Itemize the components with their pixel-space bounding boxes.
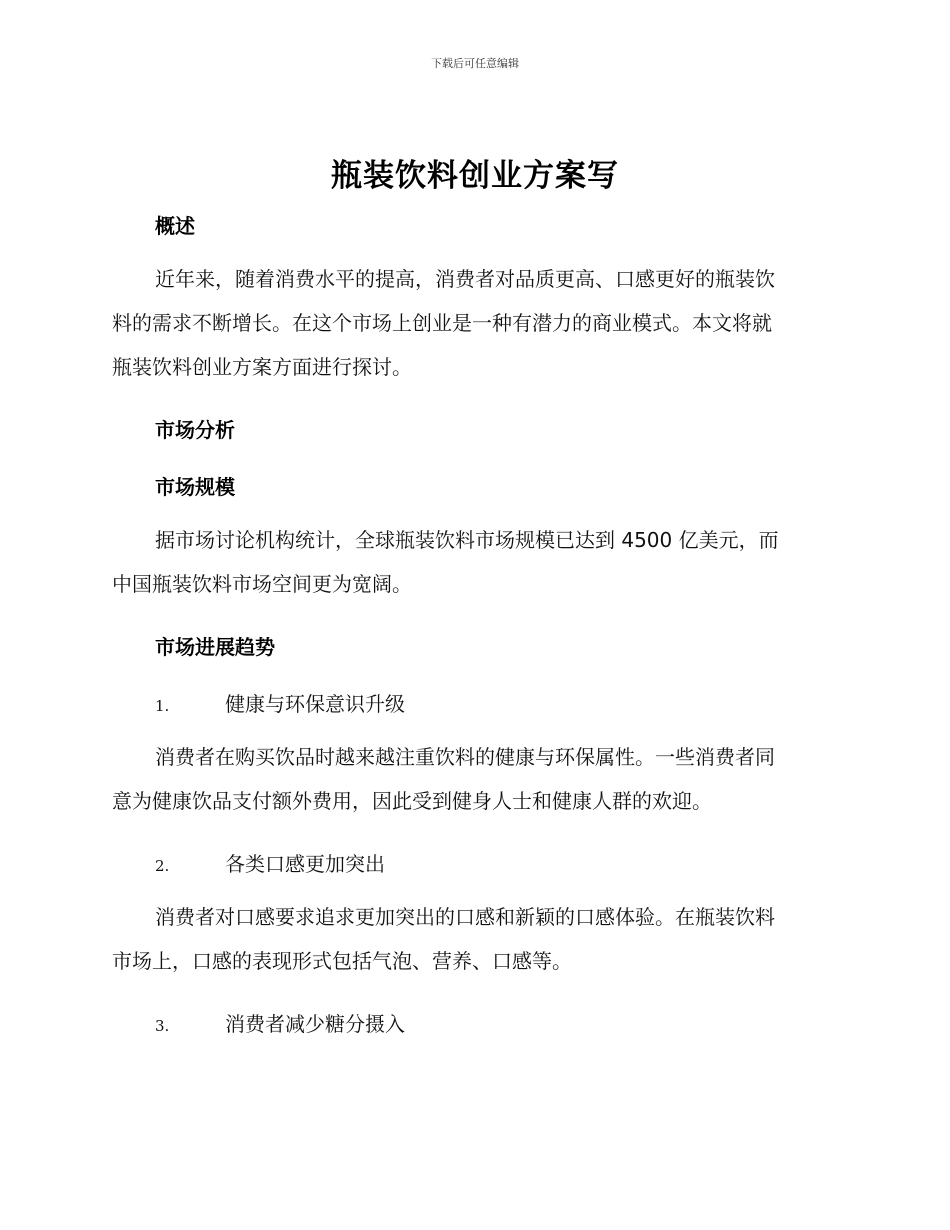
list-item-2 — [155, 848, 385, 877]
list-number: 2. — [155, 857, 170, 875]
paragraph-trend-2 — [112, 895, 832, 983]
heading-market-size: 市场规模 — [155, 475, 235, 499]
list-label: 消费者减少糖分摄入 — [225, 1012, 405, 1036]
document-title: 瓶装饮料创业方案写 — [331, 158, 619, 194]
paragraph-overview — [112, 257, 832, 389]
paragraph-market-size — [112, 518, 832, 606]
paragraph-line: 料的需求不断增长。在这个市场上创业是一种有潜力的商业模式。本文将就 — [112, 311, 772, 335]
list-item-1 — [155, 688, 405, 717]
heading-market-analysis: 市场分析 — [155, 418, 235, 442]
paragraph-line: 消费者对口感要求追求更加突出的口感和新颖的口感体验。在瓶装饮料 — [155, 905, 775, 929]
paragraph-line: 市场上，口感的表现形式包括气泡、营养、口感等。 — [112, 949, 572, 973]
list-label: 各类口感更加突出 — [225, 852, 385, 876]
list-number: 1. — [155, 697, 170, 715]
paragraph-line: 据市场讨论机构统计，全球瓶装饮料市场规模已达到 4500 亿美元，而 — [155, 528, 779, 552]
paragraph-line: 近年来，随着消费水平的提高，消费者对品质更高、口感更好的瓶装饮 — [155, 267, 775, 291]
heading-market-trends: 市场进展趋势 — [155, 635, 275, 659]
paragraph-line: 中国瓶装饮料市场空间更为宽阔。 — [112, 572, 412, 596]
paragraph-trend-1 — [112, 735, 832, 823]
header-note: 下载后可任意编辑 — [431, 57, 519, 70]
heading-overview: 概述 — [155, 214, 195, 238]
paragraph-line: 瓶装饮料创业方案方面进行探讨。 — [112, 355, 412, 379]
paragraph-line: 消费者在购买饮品时越来越注重饮料的健康与环保属性。一些消费者同 — [155, 745, 775, 769]
list-number: 3. — [155, 1017, 170, 1035]
paragraph-line: 意为健康饮品支付额外费用，因此受到健身人士和健康人群的欢迎。 — [112, 789, 712, 813]
list-item-3 — [155, 1008, 405, 1037]
list-label: 健康与环保意识升级 — [225, 692, 405, 716]
